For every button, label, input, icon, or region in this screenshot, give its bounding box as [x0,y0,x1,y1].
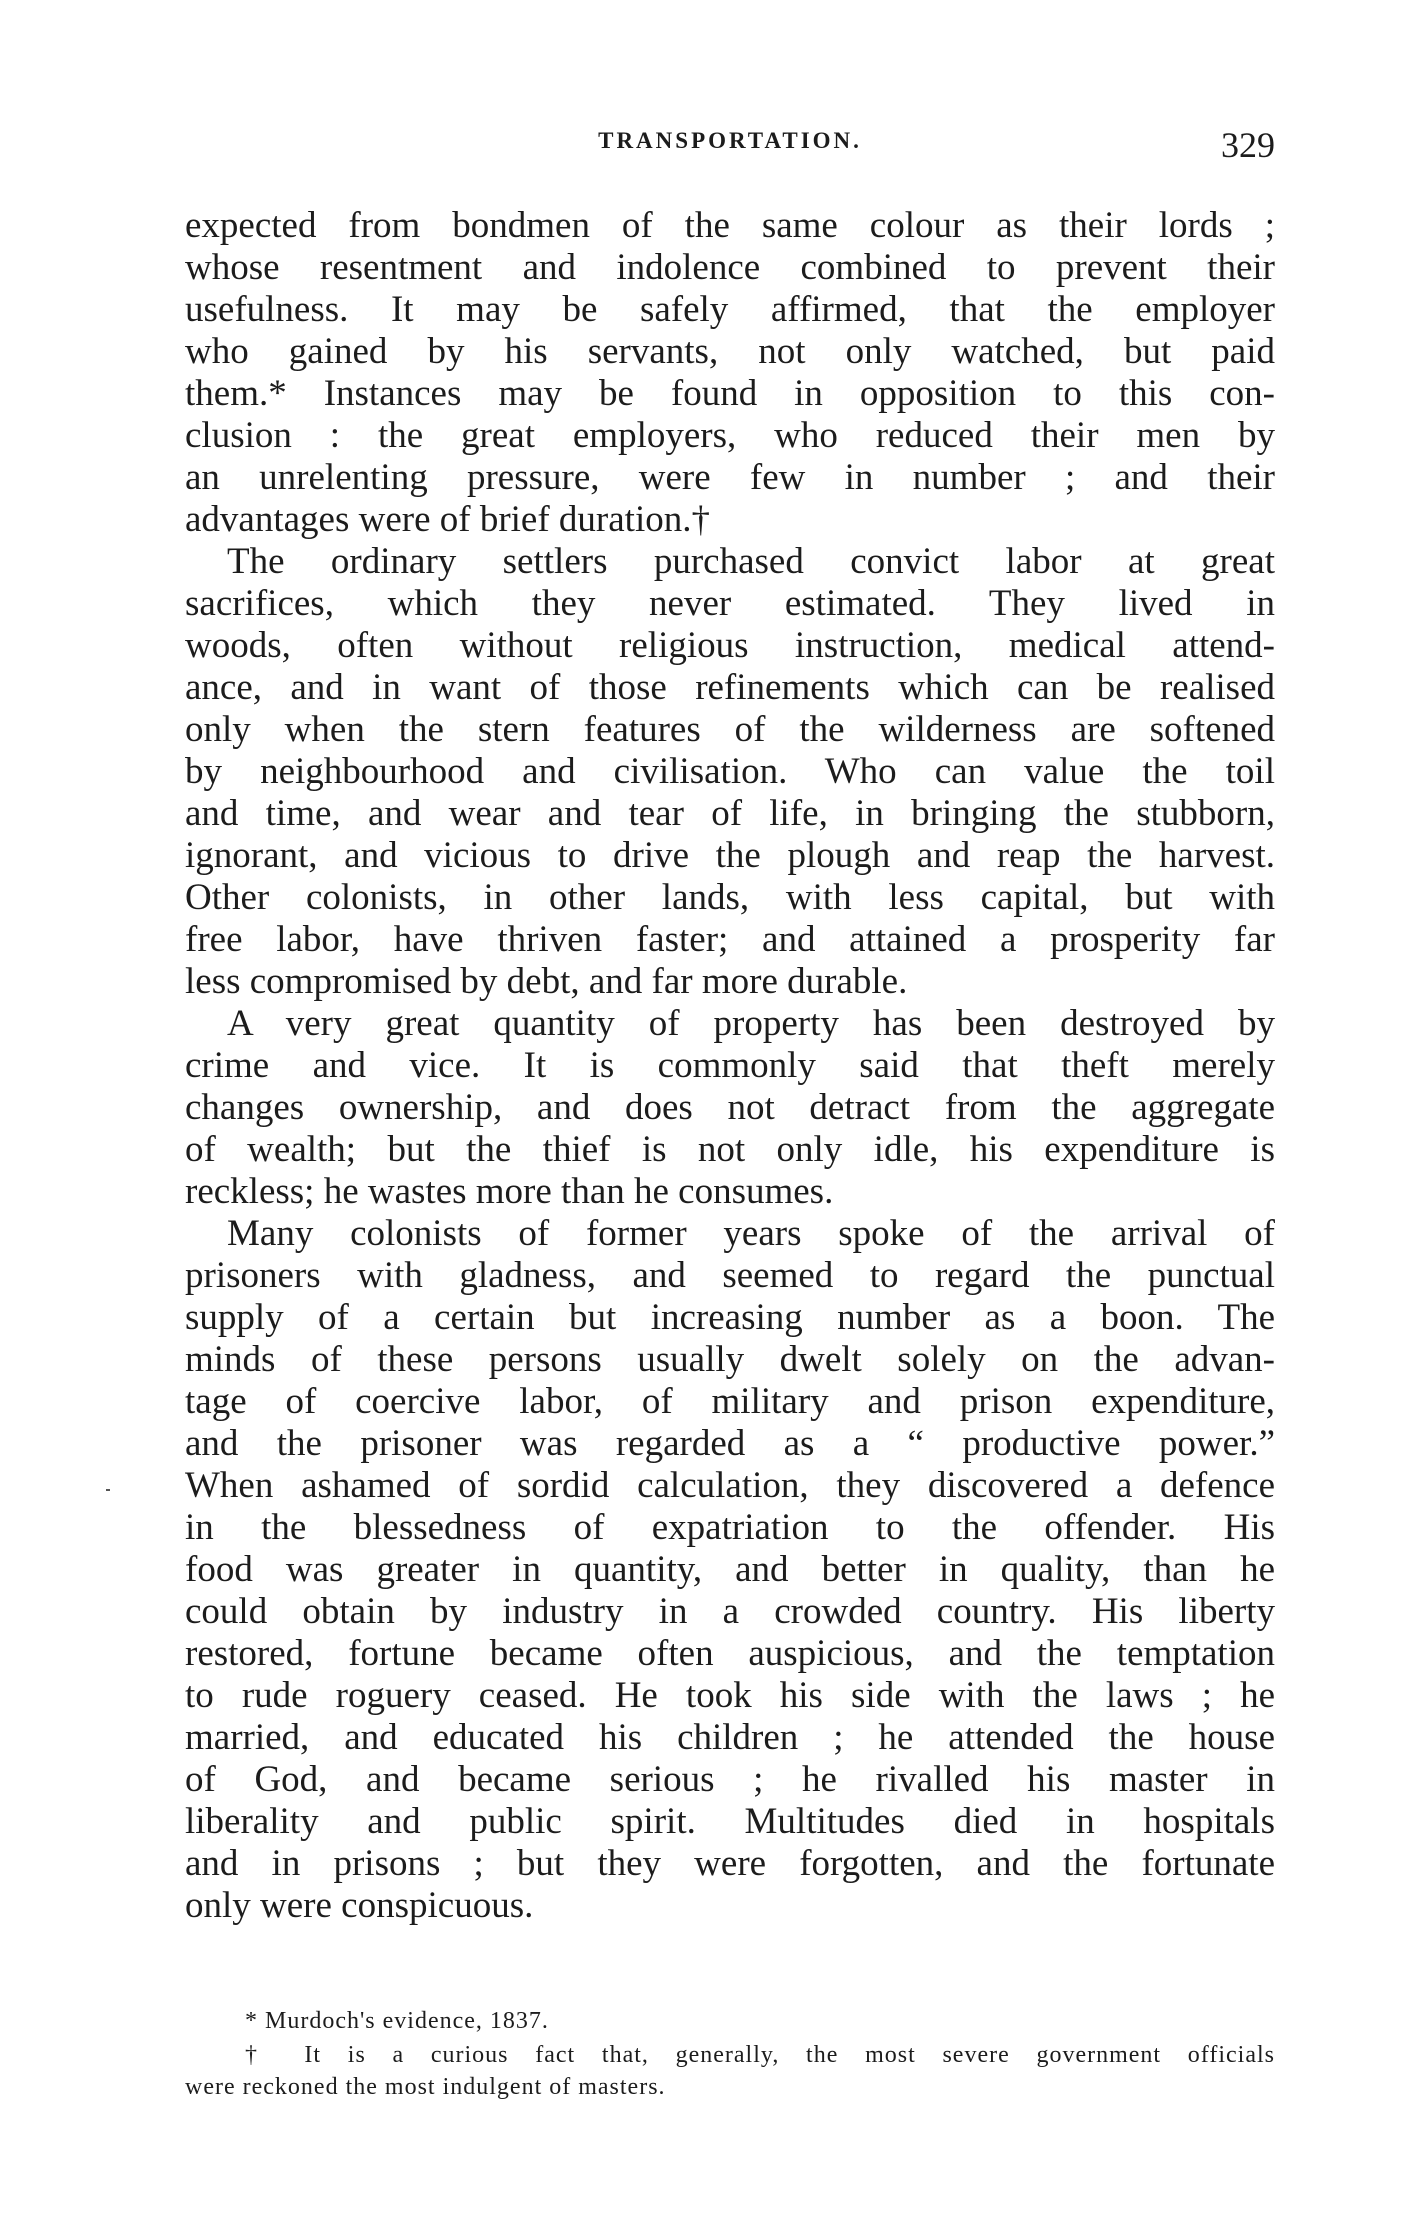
text-line: sacrifices, which they never estimated. They lived in [185,583,1275,624]
text-line: only were conspicuous. [185,1885,534,1926]
text-line: married, and educated his children ; he attended the house [185,1717,1275,1758]
text-line: supply of a certain but increasing number as a boon. The [185,1297,1275,1338]
text-line: in the blessedness of expatriation to the offender. His [185,1507,1275,1548]
text-line: restored, fortune became often auspicious, and the temptation [185,1633,1275,1674]
text-line: expected from bondmen of the same colour as their lords ; [185,205,1275,246]
text-line: tage of coercive labor, of military and prison expenditure, [185,1381,1275,1422]
text-line: advantages were of brief duration.† [185,499,710,540]
footnotes [185,2005,1275,2115]
margin-mark [106,1489,110,1491]
text-line: usefulness. It may be safely affirmed, that the employer [185,289,1275,330]
text-line: crime and vice. It is commonly said that theft merely [185,1045,1275,1086]
text-line: an unrelenting pressure, were few in number ; and their [185,457,1275,498]
text-line: of wealth; but the thief is not only idle, his expenditure is [185,1129,1275,1170]
footnote-2-line-2: were reckoned the most indulgent of masters. [185,2074,666,2100]
running-title: TRANSPORTATION. [598,128,862,153]
text-line: ance, and in want of those refinements which can be realised [185,667,1275,708]
page-number: 329 [1221,125,1275,165]
footnote-2-line-1: † It is a curious fact that, generally, the most severe government officials [245,2042,1275,2068]
running-header [185,124,1275,164]
text-line: changes ownership, and does not detract from the aggregate [185,1087,1275,1128]
text-line: and time, and wear and tear of life, in bringing the stubborn, [185,793,1275,834]
body-text [185,205,1275,1945]
text-line: who gained by his servants, not only watched, but paid [185,331,1275,372]
text-line: by neighbourhood and civilisation. Who can value the toil [185,751,1275,792]
text-line: A very great quantity of property has been destroyed by [227,1003,1275,1044]
text-line: to rude roguery ceased. He took his side with the laws ; he [185,1675,1275,1716]
text-line: Other colonists, in other lands, with less capital, but with [185,877,1275,918]
text-line: ignorant, and vicious to drive the plough and reap the harvest. [185,835,1275,876]
footnote-1: * Murdoch's evidence, 1837. [245,2008,549,2034]
text-line: clusion : the great employers, who reduced their men by [185,415,1275,456]
text-line: When ashamed of sordid calculation, they discovered a defence [185,1465,1275,1506]
text-line: and the prisoner was regarded as a “ productive power.” [185,1423,1275,1464]
text-line: could obtain by industry in a crowded country. His liberty [185,1591,1275,1632]
text-line: reckless; he wastes more than he consumes. [185,1171,834,1212]
text-line: whose resentment and indolence combined to prevent their [185,247,1275,288]
text-line: less compromised by debt, and far more durable. [185,961,908,1002]
text-line: and in prisons ; but they were forgotten, and the fortunate [185,1843,1275,1884]
text-line: food was greater in quantity, and better in quality, than he [185,1549,1275,1590]
text-line: only when the stern features of the wilderness are softened [185,709,1275,750]
text-line: woods, often without religious instruction, medical attend- [185,625,1275,666]
text-line: of God, and became serious ; he rivalled his master in [185,1759,1275,1800]
text-line: free labor, have thriven faster; and attained a prosperity far [185,919,1275,960]
text-line: them.* Instances may be found in opposition to this con- [185,373,1275,414]
text-line: liberality and public spirit. Multitudes died in hospitals [185,1801,1275,1842]
text-line: prisoners with gladness, and seemed to regard the punctual [185,1255,1275,1296]
text-line: The ordinary settlers purchased convict labor at great [227,541,1275,582]
text-line: minds of these persons usually dwelt solely on the advan- [185,1339,1275,1380]
text-line: Many colonists of former years spoke of the arrival of [227,1213,1275,1254]
